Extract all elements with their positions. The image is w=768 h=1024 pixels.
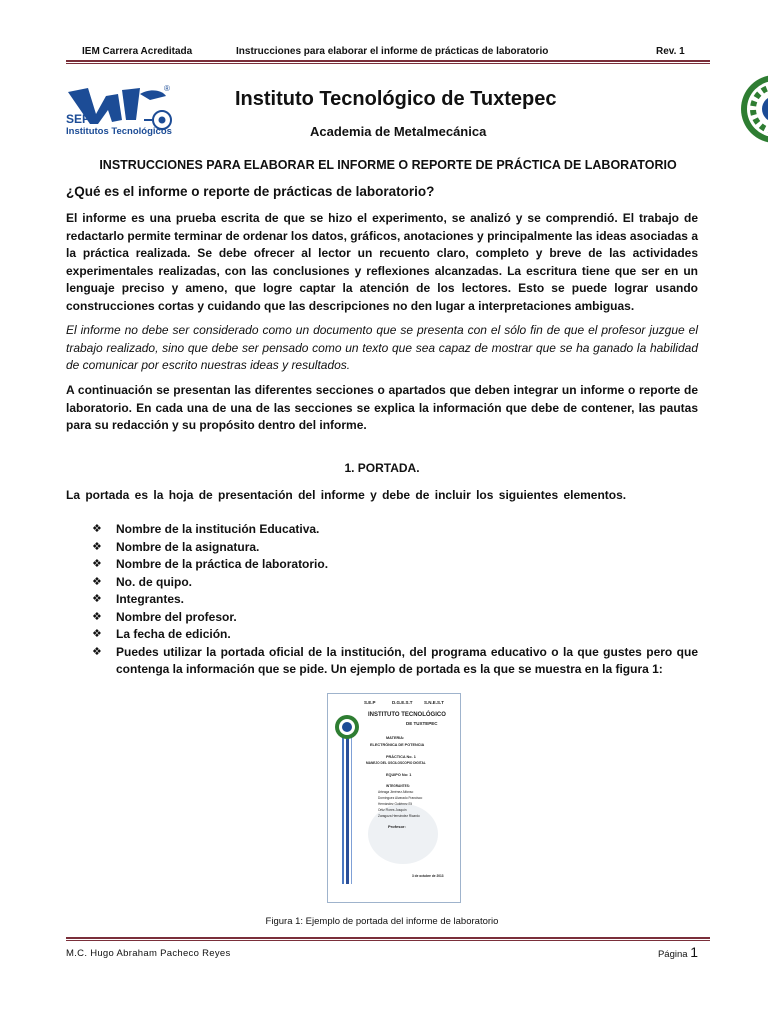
cover-practica-label: PRÁCTICA No. 1 bbox=[386, 755, 416, 759]
cover-integrante: Ortiz Flores Josquín bbox=[378, 808, 407, 812]
footer-rule-thin bbox=[66, 940, 710, 941]
cover-date: 3 de octubre de 2013 bbox=[412, 874, 444, 878]
footer-author: M.C. Hugo Abraham Pacheco Reyes bbox=[66, 948, 231, 959]
portada-elements-list bbox=[92, 521, 698, 679]
list-item: ❖ No. de quipo. bbox=[92, 574, 698, 592]
list-item: ❖ Puedes utilizar la portada oficial de la institución, del programa educativo o la que gustes pero que contenga la información que se pide. Un ejemplo de portada es la que se muestra en la figura 1: bbox=[92, 644, 698, 676]
cover-integrantes-label: INTEGRANTES: bbox=[386, 784, 410, 788]
document-title: INSTRUCCIONES PARA ELABORAR EL INFORME O REPORTE DE PRÁCTICA DE LABORATORIO bbox=[99, 158, 677, 172]
list-item: ❖ Nombre del profesor. bbox=[92, 609, 698, 627]
page-label: Página bbox=[657, 949, 688, 960]
list-item: ❖ Nombre de la institución Educativa. bbox=[92, 521, 698, 539]
section-heading-portada: 1. PORTADA. bbox=[344, 461, 420, 475]
cover-integrante: Hernández Gutiérrez Eli bbox=[378, 802, 413, 806]
footer-page bbox=[658, 944, 698, 960]
footer-rule bbox=[66, 937, 710, 939]
diamond-bullet-icon: ❖ bbox=[92, 610, 102, 623]
list-item: ❖ Integrantes. bbox=[92, 591, 698, 609]
cover-integrante: Domínguez Alvarado Francisco bbox=[378, 796, 423, 800]
gear-seal-icon bbox=[738, 72, 768, 146]
figure-caption: Figura 1: Ejemplo de portada del informe de laboratorio bbox=[265, 916, 499, 927]
diamond-bullet-icon: ❖ bbox=[92, 540, 102, 553]
tec-seal bbox=[738, 72, 768, 146]
paragraph-purpose: El informe no debe ser considerado como un documento que se presenta con el sólo fin de que el profesor juzgue el trabajo realizado, sino que debe ser pensado como un texto que sea capaz de mostrar que se ha ganado la habilidad de comunicar por escrito nuestras ideas y resultados. bbox=[66, 323, 698, 372]
diamond-bullet-icon: ❖ bbox=[92, 523, 102, 535]
cover-materia-label: MATERIA: bbox=[386, 736, 405, 740]
cover-label-dgest: D.G.E.S.T bbox=[392, 700, 413, 705]
sep-label: SEP bbox=[66, 112, 91, 126]
cover-equipo: EQUIPO No: 1 bbox=[386, 773, 412, 777]
section-intro: La portada es la hoja de presentación del informe y debe de incluir los siguientes elementos. bbox=[66, 488, 627, 502]
cover-subtitle: DE TUXTEPEC bbox=[406, 721, 438, 726]
header-left: IEM Carrera Acreditada bbox=[82, 46, 193, 57]
institution-title: Instituto Tecnológico de Tuxtepec bbox=[235, 88, 557, 110]
diamond-bullet-icon: ❖ bbox=[92, 558, 102, 570]
cover-watermark bbox=[368, 804, 438, 864]
paragraph-definition: El informe es una prueba escrita de que se hizo el experimento, se analizó y se comprendió. El trabajo de redactarlo permite terminar de ordenar los datos, gráficos, anotaciones y principalmente las ideas asociadas a la práctica realizada. Se debe ofrecer al lector un recuento claro, completo y breve de las actividades experimentales realizadas, con las conclusiones y reflexiones alcanzadas. La escritura tiene que ser en un lenguaje preciso y ameno, que logre captar la atención de los lectores. Esto se puede lograr usando construcciones cortas y cuidando que las descripciones no den lugar a interpretaciones ambiguas. bbox=[66, 211, 698, 313]
cover-bar bbox=[351, 734, 352, 884]
cover-bar bbox=[346, 734, 349, 884]
diamond-bullet-icon: ❖ bbox=[92, 645, 102, 658]
diamond-bullet-icon: ❖ bbox=[92, 575, 102, 588]
list-item: ❖ Nombre de la asignatura. bbox=[92, 539, 698, 557]
list-item: ❖ La fecha de edición. bbox=[92, 626, 698, 644]
header-right: Rev. 1 bbox=[656, 46, 685, 57]
cover-bar bbox=[342, 734, 344, 884]
list-item: ❖ Nombre de la práctica de laboratorio. bbox=[92, 556, 698, 574]
page-number: 1 bbox=[690, 944, 698, 960]
sep-logo bbox=[66, 84, 181, 146]
diamond-bullet-icon: ❖ bbox=[92, 628, 102, 640]
cover-materia: ELECTRÓNICA DE POTENCIA bbox=[370, 743, 425, 747]
institutos-label: Institutos Tecnológicos bbox=[66, 126, 172, 137]
cover-label-sep: S.E.P bbox=[364, 700, 376, 705]
registered-mark: ® bbox=[164, 84, 170, 93]
cover-integrante: Arteaga Jiménez Alfonso bbox=[378, 790, 414, 794]
paragraph-sections: A continuación se presentan las diferentes secciones o apartados que deben integrar un informe o reporte de laboratorio. En cada una de una de las secciones se explica la información que debe de contener, las pautas para su redacción y su propósito dentro del informe. bbox=[66, 383, 698, 432]
academia-label: Academia de Metalmecánica bbox=[310, 124, 487, 139]
header-center: Instrucciones para elaborar el informe de prácticas de laboratorio bbox=[236, 46, 549, 57]
cover-profesor-label: Profesor: bbox=[388, 824, 406, 829]
cover-practica: MANEJO DEL OSCILOSCOPIO DIGITAL bbox=[366, 761, 426, 765]
section-question: ¿Qué es el informe o reporte de prácticas de laboratorio? bbox=[66, 184, 435, 199]
cover-seal-icon bbox=[334, 714, 360, 740]
diamond-bullet-icon: ❖ bbox=[92, 593, 102, 605]
figure-cover-example bbox=[327, 693, 461, 903]
cover-label-snest: S.N.E.S.T bbox=[424, 700, 445, 705]
header-rule bbox=[66, 60, 710, 62]
cover-title: INSTITUTO TECNOLÓGICO bbox=[368, 712, 446, 718]
header-rule-thin bbox=[66, 63, 710, 64]
cover-integrante: Zaragoza Hernández Ricardo bbox=[378, 814, 420, 818]
